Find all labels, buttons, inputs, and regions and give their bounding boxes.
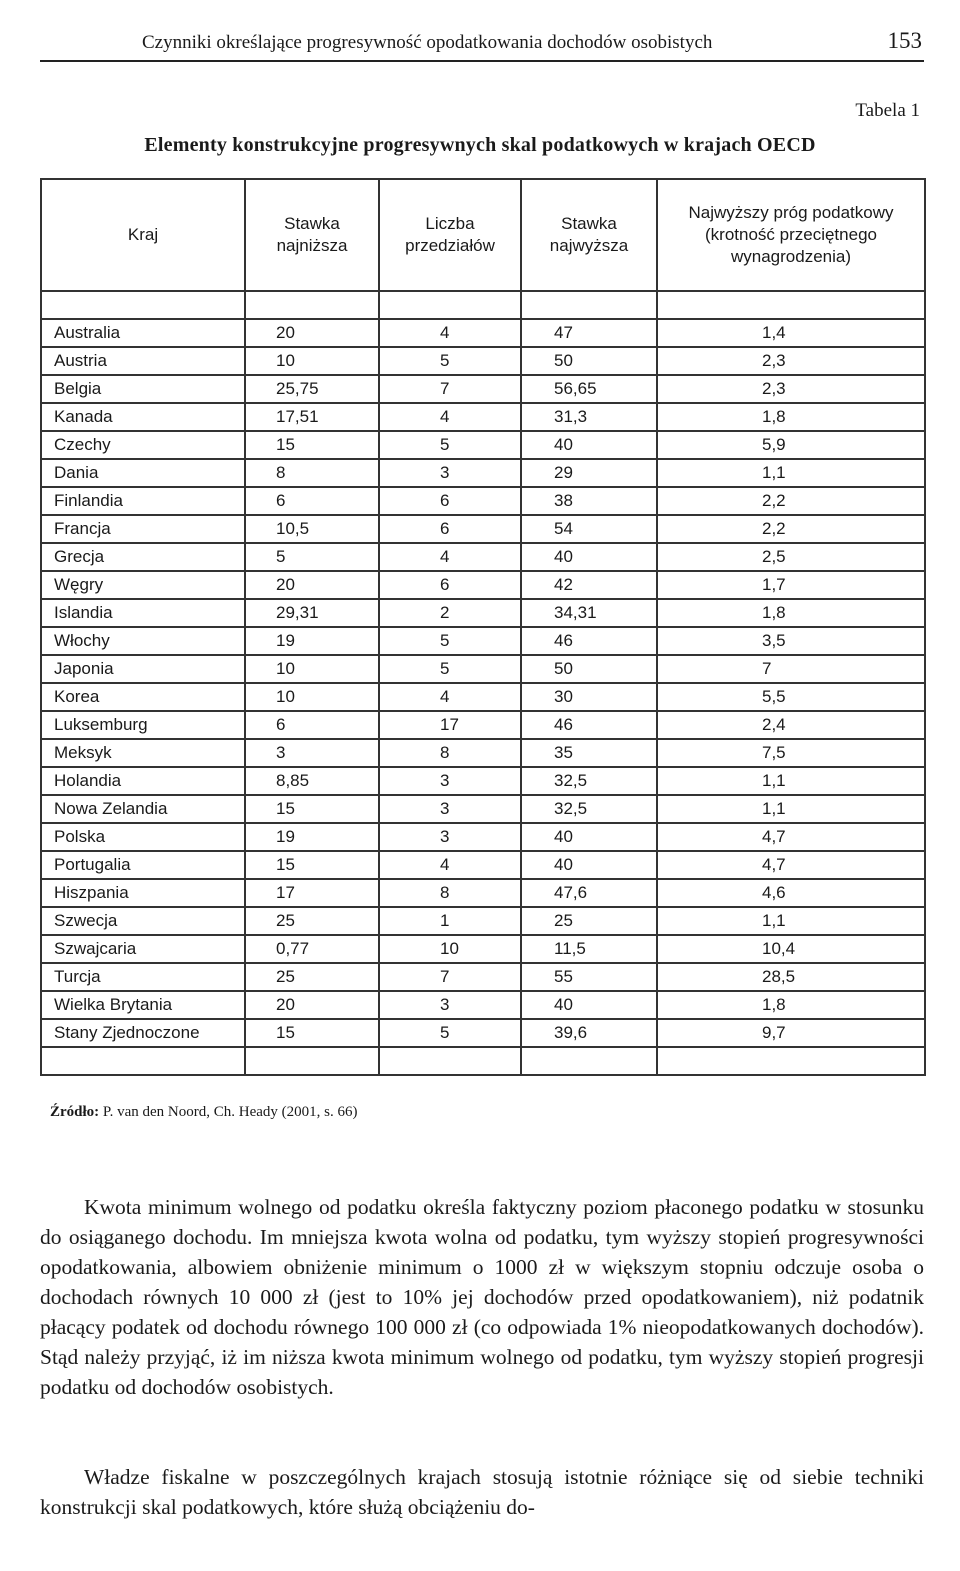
table-row [41,319,925,347]
cell-country: Polska [41,823,245,851]
cell-highest-rate: 29 [521,459,657,487]
cell-highest-rate: 40 [521,823,657,851]
cell-highest-rate: 11,5 [521,935,657,963]
table-row [41,935,925,963]
column-header-highest-rate: Stawka najwyższa [521,179,657,291]
cell-bracket-count: 5 [379,431,521,459]
cell-lowest-rate: 19 [245,627,379,655]
cell-bracket-count: 8 [379,739,521,767]
cell-highest-rate: 35 [521,739,657,767]
cell-bracket-count: 7 [379,375,521,403]
table-row [41,711,925,739]
cell-bracket-count: 6 [379,487,521,515]
cell-highest-rate: 50 [521,347,657,375]
cell-highest-rate: 25 [521,907,657,935]
cell-bracket-count: 3 [379,991,521,1019]
cell-country: Węgry [41,571,245,599]
cell-country: Austria [41,347,245,375]
table-header-row [41,179,925,291]
cell-country: Dania [41,459,245,487]
cell-country: Holandia [41,767,245,795]
cell-bracket-count: 4 [379,403,521,431]
cell-country: Kanada [41,403,245,431]
cell-lowest-rate: 20 [245,991,379,1019]
cell-lowest-rate: 10,5 [245,515,379,543]
table-tail-row [41,1047,925,1075]
cell-country: Szwajcaria [41,935,245,963]
table-row [41,767,925,795]
cell-bracket-count: 2 [379,599,521,627]
cell-top-threshold: 5,9 [657,431,925,459]
cell-country: Hiszpania [41,879,245,907]
table-row [41,487,925,515]
cell-highest-rate: 47 [521,319,657,347]
cell-top-threshold: 2,2 [657,487,925,515]
cell-lowest-rate: 29,31 [245,599,379,627]
cell-bracket-count: 7 [379,963,521,991]
cell-highest-rate: 40 [521,851,657,879]
cell-top-threshold: 1,1 [657,795,925,823]
table-label: Tabela 1 [855,100,920,121]
cell-top-threshold: 4,7 [657,823,925,851]
cell-highest-rate: 42 [521,571,657,599]
cell-lowest-rate: 17 [245,879,379,907]
cell-country: Australia [41,319,245,347]
column-header-top-threshold: Najwyższy próg podatkowy (krotność przeciętnego wynagrodzenia) [657,179,925,291]
cell-lowest-rate: 19 [245,823,379,851]
source-text: P. van den Noord, Ch. Heady (2001, s. 66) [102,1104,358,1120]
cell-country: Szwecja [41,907,245,935]
column-header-country: Kraj [41,179,245,291]
cell-lowest-rate: 15 [245,1019,379,1047]
cell-lowest-rate: 15 [245,851,379,879]
cell-highest-rate: 54 [521,515,657,543]
table-title: Elementy konstrukcyjne progresywnych skal podatkowych w krajach OECD [144,134,816,156]
cell-top-threshold: 1,1 [657,907,925,935]
cell-highest-rate: 39,6 [521,1019,657,1047]
running-header [40,28,924,62]
table-row [41,431,925,459]
cell-top-threshold: 2,3 [657,347,925,375]
cell-lowest-rate: 5 [245,543,379,571]
running-title: Czynniki określające progresywność opodatkowania dochodów osobistych [142,32,713,53]
cell-country: Belgia [41,375,245,403]
table-row [41,991,925,1019]
cell-lowest-rate: 25,75 [245,375,379,403]
table-row [41,403,925,431]
cell-highest-rate: 47,6 [521,879,657,907]
cell-top-threshold: 1,1 [657,459,925,487]
cell-lowest-rate: 20 [245,319,379,347]
table-source [50,1104,357,1121]
cell-lowest-rate: 10 [245,347,379,375]
cell-highest-rate: 46 [521,711,657,739]
cell-country: Czechy [41,431,245,459]
cell-top-threshold: 1,8 [657,599,925,627]
cell-bracket-count: 5 [379,627,521,655]
oecd-tax-table [40,178,926,1076]
cell-lowest-rate: 8 [245,459,379,487]
cell-bracket-count: 5 [379,347,521,375]
cell-top-threshold: 4,6 [657,879,925,907]
cell-bracket-count: 3 [379,795,521,823]
cell-lowest-rate: 8,85 [245,767,379,795]
cell-bracket-count: 6 [379,515,521,543]
cell-top-threshold: 2,2 [657,515,925,543]
table-row [41,823,925,851]
cell-lowest-rate: 25 [245,963,379,991]
cell-highest-rate: 32,5 [521,795,657,823]
cell-top-threshold: 9,7 [657,1019,925,1047]
cell-top-threshold: 2,4 [657,711,925,739]
cell-bracket-count: 3 [379,767,521,795]
cell-top-threshold: 7 [657,655,925,683]
table-row [41,795,925,823]
table-row [41,543,925,571]
cell-lowest-rate: 10 [245,655,379,683]
cell-lowest-rate: 6 [245,487,379,515]
table-row [41,459,925,487]
cell-top-threshold: 1,8 [657,991,925,1019]
cell-bracket-count: 17 [379,711,521,739]
cell-highest-rate: 40 [521,991,657,1019]
cell-bracket-count: 4 [379,851,521,879]
table-row [41,571,925,599]
table-body [41,291,925,1075]
cell-lowest-rate: 20 [245,571,379,599]
cell-bracket-count: 1 [379,907,521,935]
cell-top-threshold: 1,7 [657,571,925,599]
cell-country: Islandia [41,599,245,627]
cell-highest-rate: 46 [521,627,657,655]
source-label: Źródło: [50,1104,100,1120]
body-paragraph-2: Władze fiskalne w poszczególnych krajach stosują istotnie różniące się od siebie techniki konstrukcji skal podatkowych, które służą obciążeniu do- [40,1464,924,1519]
column-header-bracket-count: Liczba przedziałów [379,179,521,291]
cell-country: Francja [41,515,245,543]
cell-country: Meksyk [41,739,245,767]
table-row [41,655,925,683]
cell-bracket-count: 3 [379,459,521,487]
cell-lowest-rate: 6 [245,711,379,739]
cell-bracket-count: 5 [379,1019,521,1047]
table-row [41,375,925,403]
cell-bracket-count: 4 [379,683,521,711]
cell-country: Nowa Zelandia [41,795,245,823]
table-row [41,599,925,627]
cell-country: Turcja [41,963,245,991]
cell-highest-rate: 40 [521,543,657,571]
cell-bracket-count: 6 [379,571,521,599]
cell-country: Korea [41,683,245,711]
cell-top-threshold: 2,3 [657,375,925,403]
table-row [41,739,925,767]
table-row [41,683,925,711]
cell-country: Portugalia [41,851,245,879]
cell-top-threshold: 4,7 [657,851,925,879]
cell-top-threshold: 7,5 [657,739,925,767]
cell-country: Grecja [41,543,245,571]
cell-bracket-count: 10 [379,935,521,963]
cell-highest-rate: 55 [521,963,657,991]
table-row [41,1019,925,1047]
cell-country: Stany Zjednoczone [41,1019,245,1047]
cell-top-threshold: 5,5 [657,683,925,711]
table-spacer-row [41,291,925,319]
cell-highest-rate: 30 [521,683,657,711]
cell-country: Wielka Brytania [41,991,245,1019]
cell-top-threshold: 2,5 [657,543,925,571]
cell-top-threshold: 1,4 [657,319,925,347]
table-row [41,879,925,907]
cell-lowest-rate: 25 [245,907,379,935]
body-paragraph-1: Kwota minimum wolnego od podatku określa faktyczny poziom płaconego podatku w stosunku do osiąganego dochodu. Im mniejsza kwota wolna od podatku, tym wyższy stopień progresywności opodatkowania, albowiem obniżenie minimum o 1000 zł w większym stopniu odczuje osoba o dochodach równych 10 000 zł (jest to 10% jej dochodów przed opodatkowaniem), niż podatnik płacący podatek od dochodu równego 100 000 zł (co odpowiada 1% nieopodatkowanych dochodów). Stąd należy przyjąć, iż im niższa kwota minimum wolnego od podatku, tym wyższy stopień progresji podatku od dochodów osobistych. [40,1194,924,1399]
cell-top-threshold: 1,8 [657,403,925,431]
cell-bracket-count: 3 [379,823,521,851]
cell-highest-rate: 34,31 [521,599,657,627]
cell-highest-rate: 56,65 [521,375,657,403]
cell-bracket-count: 4 [379,319,521,347]
cell-lowest-rate: 15 [245,795,379,823]
page-number: 153 [887,28,922,53]
cell-top-threshold: 28,5 [657,963,925,991]
table-row [41,627,925,655]
table-row [41,963,925,991]
cell-bracket-count: 8 [379,879,521,907]
cell-country: Japonia [41,655,245,683]
cell-lowest-rate: 0,77 [245,935,379,963]
cell-top-threshold: 1,1 [657,767,925,795]
cell-bracket-count: 5 [379,655,521,683]
cell-highest-rate: 38 [521,487,657,515]
table-row [41,347,925,375]
cell-highest-rate: 31,3 [521,403,657,431]
cell-top-threshold: 10,4 [657,935,925,963]
cell-country: Włochy [41,627,245,655]
table-row [41,851,925,879]
cell-top-threshold: 3,5 [657,627,925,655]
cell-highest-rate: 50 [521,655,657,683]
cell-highest-rate: 40 [521,431,657,459]
cell-lowest-rate: 15 [245,431,379,459]
cell-lowest-rate: 10 [245,683,379,711]
cell-country: Finlandia [41,487,245,515]
table-row [41,907,925,935]
cell-country: Luksemburg [41,711,245,739]
cell-lowest-rate: 17,51 [245,403,379,431]
cell-lowest-rate: 3 [245,739,379,767]
column-header-lowest-rate: Stawka najniższa [245,179,379,291]
cell-highest-rate: 32,5 [521,767,657,795]
cell-bracket-count: 4 [379,543,521,571]
table-row [41,515,925,543]
